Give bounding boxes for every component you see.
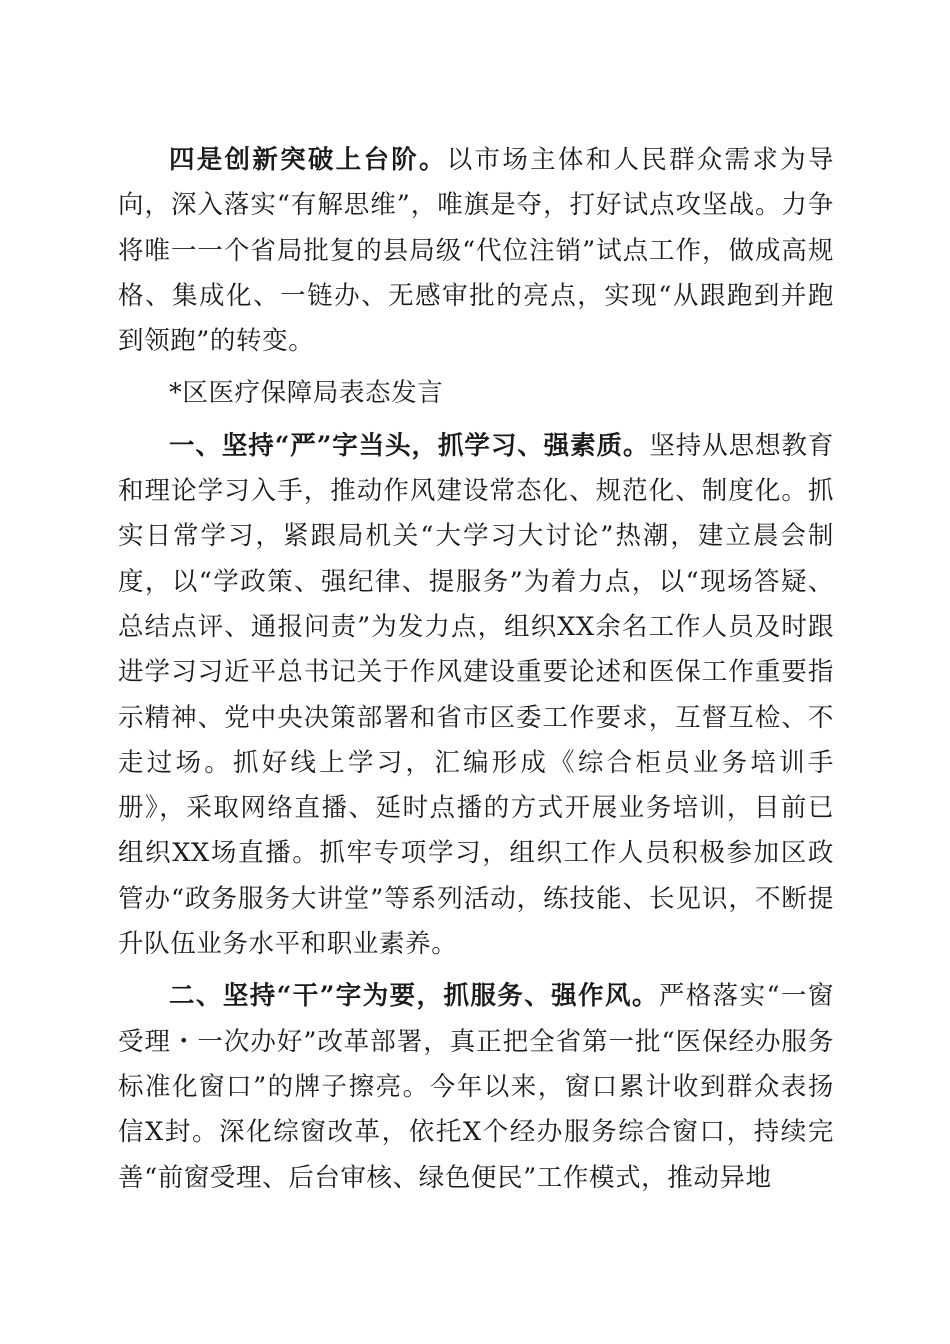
section-title-text: *区医疗保障局表态发言	[169, 378, 444, 409]
paragraph-service	[118, 974, 834, 1200]
paragraph-heading: 二、坚持“干”字为要，抓服务、强作风。	[169, 981, 659, 1012]
paragraph-heading: 一、坚持“严”字当头，抓学习、强素质。	[169, 430, 650, 461]
paragraph-text: 严格落实“一窗受理・一次办好”改革部署，真正把全省第一批“医保经办服务标准化窗口”的牌子擦亮。今年以来，窗口累计收到群众表扬信X封。深化综窗改革，依托X个经办服务综合窗口，持续完善“前窗受理、后台审核、绿色便民”工作模式，推动异地	[118, 981, 834, 1193]
paragraph-text: 坚持从思想教育和理论学习入手，推动作风建设常态化、规范化、制度化。抓实日常学习，紧跟局机关“大学习大讨论”热潮，建立晨会制度，以“学政策、强纪律、提服务”为着力点，以“现场答疑、总结点评、通报问责”为发力点，组织XX余名工作人员及时跟进学习习近平总书记关于作风建设重要论述和医保工作重要指示精神、党中央决策部署和省市区委工作要求，互督互检、不走过场。抓好线上学习，汇编形成《综合柜员业务培训手册》，采取网络直播、延时点播的方式开展业务培训，目前已组织XX场直播。抓牢专项学习，组织工作人员积极参加区政管办“政务服务大讲堂”等系列活动，练技能、长见识，不断提升队伍业务水平和职业素养。	[118, 430, 834, 960]
paragraph-innovation	[118, 138, 834, 364]
paragraph-heading: 四是创新突破上台阶。	[169, 145, 447, 175]
document-body	[118, 138, 834, 1201]
section-title	[118, 371, 834, 416]
paragraph-study	[118, 424, 834, 968]
paragraph-text: 以市场主体和人民群众需求为导向，深入落实“有解思维”，唯旗是夺，打好试点攻坚战。力争将唯一一个省局批复的县局级“代位注销”试点工作，做成高规格、集成化、一链办、无感审批的亮点，实现“从跟跑到并跑到领跑”的转变。	[118, 145, 834, 357]
